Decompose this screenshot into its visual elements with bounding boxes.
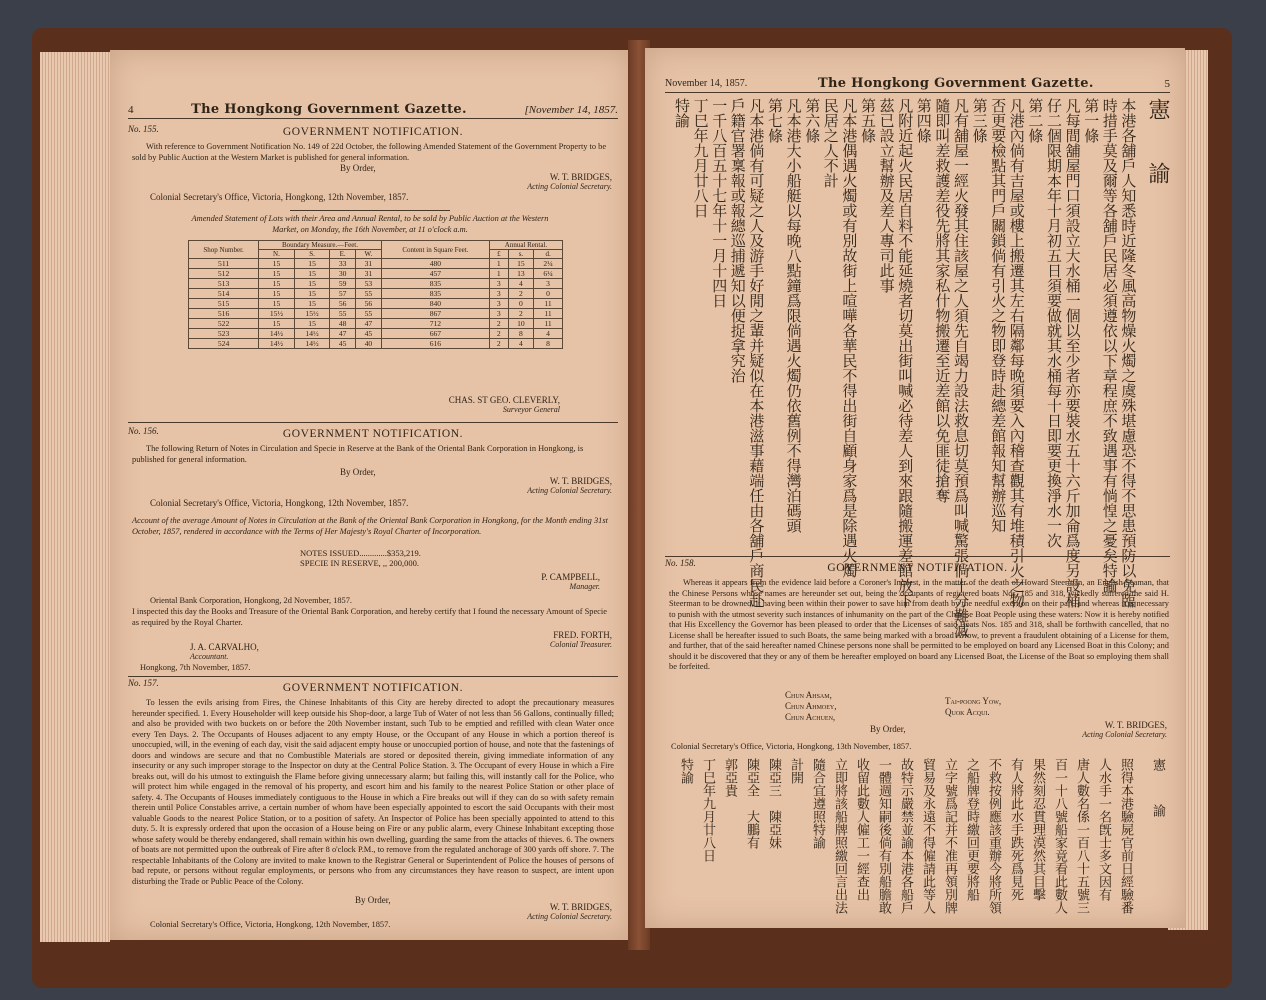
chinese-column: 一體週知嗣後倘有別船膽敢 bbox=[876, 758, 891, 914]
chinese-column: 第六條 bbox=[803, 98, 822, 143]
chinese-column: 第七條 bbox=[765, 98, 784, 143]
accountant-name: J. A. CARVALHO, bbox=[190, 642, 259, 652]
chinese-column: 特諭 bbox=[672, 98, 691, 128]
chinese-column: 照得本港驗屍官前日經驗番 bbox=[1118, 758, 1133, 914]
treasurer-name: FRED. FORTH, bbox=[553, 630, 612, 640]
table-cell: 4 bbox=[534, 329, 563, 339]
notice-155-by-order: By Order, bbox=[340, 163, 376, 173]
table-cell: 2 bbox=[508, 309, 533, 319]
table-cell: 511 bbox=[189, 259, 259, 269]
table-cell: 3 bbox=[489, 279, 508, 289]
accountant-signature bbox=[190, 642, 259, 661]
treasurer-role: Colonial Treasurer. bbox=[549, 640, 612, 649]
table-cell: 53 bbox=[355, 279, 381, 289]
table-cell: 15 bbox=[294, 259, 330, 269]
table-cell: 512 bbox=[189, 269, 259, 279]
table-cell: 840 bbox=[381, 299, 489, 309]
notice-157-body: To lessen the evils arising from Fires, the Chinese Inhabitants of this City are hereby directed to adopt the precautionary measures hereunder specified. 1. Every Householder will keep outside his Shop-door, a large Tub of Water of not less than 56 Gallons, continually filled; and also be provided with two buckets on or before the 20th November instant, such Tub to be emptied and refilled with clean Water once every Ten Days. 2. The Occupants of Houses adjacent to any empty House, or the Occupant of any House in which a portion thereof is unoccupied, will, in the evening of each day, visit the said adjacent empty house or unoccupied portion of house, and note that the fastenings of doors and windows are secure and that no Combustible Materials are stored or deposited therein, giving immediate information of any insecurity or any such improper storage to the Inspector on duty at the Central Police Station. 3. The Occupant of every House in which a Fire breaks out, will do his utmost to extinguish the Flame before giving unnecessary alarm; but failing this, will instantly call for the Police, who will protect him while engaged in the removal of his property, and escort him and his family to the nearest Police Station or other place of safety. 4. The Occupants of Houses immediately contiguous to the House in which a Fire breaks out will if they can do so with safety remain therein until Police Constables arrive, a certain number of whom have been especially appointed to escort the said Occupants with their most valuable Goods to the nearest Police Station, or to a position of safety. An Inspector of Police has been specially appointed to attend to this duty. 5. It is expressly ordered that upon the occasion of a House being on Fire or any public alarm, every Chinese Inhabitant excepting those whose safety would be thereby endangered, shall remain within his own dwelling, guarding the same from the attacks of thieves. 6. The owners of boats are not permitted upon the outbreak of Fire after 8 o'clock P.M., to remove from the regulated anchorage of 300 yards off shore. 7. The respectable Inhabitants of the Colony are invited to make known to the Registrar General or Superintendent of Police the houses of persons of bad repute, or persons without regular employments, or persons who from any circumstances they have reason to suspect, are intent upon disturbing the Trade or Public Peace of the Colony. bbox=[132, 698, 614, 886]
table-cell: 3 bbox=[534, 279, 563, 289]
chinese-column: 隨即叫差救護差役先將其家私什物搬遷至近差館以免匪徒搶奪 bbox=[933, 98, 952, 503]
right-page-number: 5 bbox=[1164, 77, 1170, 90]
right-page bbox=[645, 48, 1185, 928]
chinese-column: 隨合宜遵照特諭 bbox=[810, 758, 825, 849]
table-cell: 15 bbox=[508, 259, 533, 269]
table-cell: 667 bbox=[381, 329, 489, 339]
table-cell: 2 bbox=[508, 289, 533, 299]
table-cell: 524 bbox=[189, 339, 259, 349]
notice-158-body: Whereas it appears from the evidence laid before a Coroner's Inquest, in the matter of the death of Howard Steerman, an English Seaman, that the Chinese Persons whose names are hereunder set out, being the occupants of registered boats Nos. 185 and 318, wickedly suffered the said H. Steerman to be drowned, it having been within their power to save him from death by the needful exertion on their part, and whereas it is necessary to punish with the utmost severity such instances of inhumanity on the part of the Chinese Boat People using these waters: Now it is hereby notified that His Excellency the Governor has been pleased to order that the Licenses of said Boats Nos. 185 and 318, shall be forthwith cancelled, that no License shall be hereafter issued to such Boats, the same being marked with a broad Arrow, to prevent a fraudulent obtaining of a License for them, and further, that of the said hereafter named Chinese persons none shall be permitted to be employed on board any Licensed Boat in this Colony; and should it be discovered that they or any of them be hereafter employed on board any Licensed Boat, the License of the Boat so employing them shall be forfeited. bbox=[669, 578, 1169, 671]
table-row bbox=[189, 299, 563, 309]
table-cell: 11 bbox=[534, 299, 563, 309]
chinese-column: 憲 諭 bbox=[1144, 98, 1170, 194]
table-cell: 3 bbox=[489, 309, 508, 319]
table-cell: 4 bbox=[508, 339, 533, 349]
signer-role: Acting Colonial Secretary. bbox=[527, 912, 612, 921]
table-cell: 2 bbox=[489, 339, 508, 349]
rule-158 bbox=[665, 556, 1170, 557]
chinese-column: 百一十八號船家竟看此數人 bbox=[1052, 758, 1067, 914]
table-cell: 15 bbox=[259, 319, 295, 329]
table-cell: 3 bbox=[489, 289, 508, 299]
table-cell: 15 bbox=[259, 259, 295, 269]
chinese-column: 立即將該船牌照繳回言出法 bbox=[832, 758, 847, 914]
chinese-column: 立字號爲記并不准再領別牌 bbox=[942, 758, 957, 914]
table-cell: 522 bbox=[189, 319, 259, 329]
th-w: W. bbox=[355, 250, 381, 259]
table-cell: 13 bbox=[508, 269, 533, 279]
table-cell: 59 bbox=[330, 279, 356, 289]
table-row bbox=[189, 339, 563, 349]
table-cell: 15 bbox=[259, 289, 295, 299]
table-cell: 40 bbox=[355, 339, 381, 349]
table-cell: 3 bbox=[489, 299, 508, 309]
chinese-column: 第二條 bbox=[1026, 98, 1045, 143]
rule-156 bbox=[128, 422, 618, 423]
signer-name: W. T. BRIDGES, bbox=[1104, 720, 1167, 730]
rule-157 bbox=[128, 676, 618, 677]
table-cell: 616 bbox=[381, 339, 489, 349]
name-2: Chun Ahmoey, bbox=[785, 701, 837, 711]
table-cell: 45 bbox=[355, 329, 381, 339]
table-row bbox=[189, 259, 563, 269]
chinese-column: 陳亞全 大鵬有 bbox=[744, 758, 759, 849]
table-cell: 835 bbox=[381, 289, 489, 299]
manager-name: P. CAMPBELL, bbox=[541, 572, 600, 582]
table-cell: 55 bbox=[330, 309, 356, 319]
table-cell: 14½ bbox=[259, 339, 295, 349]
signer-name: W. T. BRIDGES, bbox=[549, 902, 612, 912]
table-cell: 480 bbox=[381, 259, 489, 269]
chinese-column: 貿易及永遠不得僱請此等人 bbox=[920, 758, 935, 914]
table-cell: 835 bbox=[381, 279, 489, 289]
chinese-column: 茲已設立幫辦及差人專司此事 bbox=[877, 98, 896, 293]
table-cell: 15 bbox=[294, 299, 330, 309]
table-cell: 47 bbox=[355, 319, 381, 329]
table-cell: 15 bbox=[294, 319, 330, 329]
signer-name: W. T. BRIDGES, bbox=[549, 172, 612, 182]
lots-table bbox=[188, 240, 563, 349]
chinese-column: 丁巳年九月廿八日 bbox=[700, 758, 715, 862]
notice-155-number: No. 155. bbox=[128, 124, 159, 134]
name-5: Quok Acqui. bbox=[945, 707, 990, 717]
surveyor-signature bbox=[449, 395, 560, 414]
table-cell: 0 bbox=[508, 299, 533, 309]
table-row bbox=[189, 269, 563, 279]
name-1: Chun Ahsam, bbox=[785, 690, 832, 700]
table-cell: 48 bbox=[330, 319, 356, 329]
table-row bbox=[189, 309, 563, 319]
th-boundary: Boundary Measure.—Feet. bbox=[259, 241, 382, 250]
chinese-column: 時措手莫及爾等各舖戶民居必須遵依以下章程庶不致遇事有惝惶之憂矣特諭 bbox=[1100, 98, 1119, 593]
notice-157-office: Colonial Secretary's Office, Victoria, Hongkong, 12th November, 1857. bbox=[150, 920, 391, 929]
manager-role: Manager. bbox=[569, 582, 600, 591]
chinese-column: 凡每間舖屋門口須設立大水桶一個以至少者亦要裝水五十六斤加侖爲度另設桶 bbox=[1063, 98, 1082, 608]
chinese-column: 本港各舖戶人知悉時近隆冬風高物燥火燭之虞殊堪慮恐不得不思患預防以免臨 bbox=[1119, 98, 1138, 608]
chinese-column: 戶籍官署稟報或報總巡捕遞知以便捉拿究治 bbox=[728, 98, 747, 383]
page-edges-left bbox=[40, 52, 110, 942]
chinese-column: 一千八百五十七年十一月十四日 bbox=[710, 98, 729, 308]
table-cell: 867 bbox=[381, 309, 489, 319]
surveyor-name: CHAS. ST GEO. CLEVERLY, bbox=[448, 395, 560, 405]
chinese-column: 收留此數人僱工一經查出 bbox=[854, 758, 869, 901]
th-s: S. bbox=[294, 250, 330, 259]
table-cell: 45 bbox=[330, 339, 356, 349]
chinese-column: 果然刻忍貫理漠然其目擊 bbox=[1030, 758, 1045, 901]
bank-date-line: Oriental Bank Corporation, Hongkong, 2d November, 1857. bbox=[150, 596, 353, 605]
table-cell: 15 bbox=[259, 299, 295, 309]
table-cell: 523 bbox=[189, 329, 259, 339]
signer-role: Acting Colonial Secretary. bbox=[1082, 730, 1167, 739]
bank-account-statement: Account of the average Amount of Notes in Circulation at the Bank of the Oriental Bank Corporation in Hongkong, for the Month ending 31st October, 1857, rendered in accordance with the Terms of Her Majesty's Royal Charter of Incorporation. bbox=[132, 516, 608, 536]
table-cell: 56 bbox=[330, 299, 356, 309]
th-shop: Shop Number. bbox=[189, 241, 259, 259]
table-row bbox=[189, 289, 563, 299]
notes-issued: NOTES ISSUED.............$353,219. bbox=[300, 548, 421, 558]
table-cell: 56 bbox=[355, 299, 381, 309]
header-rule bbox=[128, 118, 618, 119]
table-cell: 15½ bbox=[259, 309, 295, 319]
notice-158-title: GOVERNMENT NOTIFICATION. bbox=[827, 562, 1008, 574]
right-header bbox=[665, 76, 1170, 91]
table-cell: 4 bbox=[508, 279, 533, 289]
notice-158-signature bbox=[1082, 720, 1167, 739]
th-e: E. bbox=[330, 250, 356, 259]
signer-name: W. T. BRIDGES, bbox=[549, 476, 612, 486]
chinese-column: 凡本港大小船艇以每晚八點鐘爲限倘遇火燭仍依舊例不得灣泊碼頭 bbox=[784, 98, 803, 533]
chinese-column: 陳亞三 陳亞妹 bbox=[766, 758, 781, 849]
manager-signature bbox=[541, 572, 600, 591]
table-cell: 6¼ bbox=[534, 269, 563, 279]
chinese-column: 丁巳年九月廿八日 bbox=[691, 98, 710, 218]
notice-157-by-order: By Order, bbox=[355, 895, 391, 905]
notice-157-signature bbox=[527, 902, 612, 921]
table-cell: 31 bbox=[355, 259, 381, 269]
right-masthead: The Hongkong Government Gazette. bbox=[818, 76, 1094, 91]
table-cell: 30 bbox=[330, 269, 356, 279]
chinese-column: 凡港內倘有吉屋或樓上搬遷其左右隔鄰每晚須要入內稽查觀其有堆積引火之物 bbox=[1007, 98, 1026, 608]
table-cell: 15 bbox=[294, 269, 330, 279]
table-cell: 515 bbox=[189, 299, 259, 309]
table-cell: 513 bbox=[189, 279, 259, 289]
chinese-column: 民居之人不計 bbox=[821, 98, 840, 188]
table-cell: 1 bbox=[489, 259, 508, 269]
table-cell: 2¼ bbox=[534, 259, 563, 269]
table-cell: 31 bbox=[355, 269, 381, 279]
th-pence: d. bbox=[534, 250, 563, 259]
table-caption: Amended Statement of Lots with their Area and Annual Rental, to be sold by Public Auction at the Western Market, on Monday, the 16th November, at 11 o'clock a.m. bbox=[191, 214, 549, 234]
names-left bbox=[785, 690, 837, 723]
inspection-certificate: I inspected this day the Books and Treasure of the Oriental Bank Corporation, and hereby certify that I found the necessary Amount of Specie as required by the Royal Charter. bbox=[132, 607, 607, 627]
accountant-date: Hongkong, 7th November, 1857. bbox=[140, 663, 251, 672]
notice-156-number: No. 156. bbox=[128, 426, 159, 436]
notice-155-body: With reference to Government Notification No. 149 of 22d October, the following Amended Statement of the Government Property to be sold by Public Auction at the Western Market is published for general information. bbox=[132, 142, 607, 162]
table-cell: 516 bbox=[189, 309, 259, 319]
table-cell: 14½ bbox=[294, 339, 330, 349]
table-row bbox=[189, 329, 563, 339]
left-header bbox=[128, 102, 618, 117]
table-cell: 47 bbox=[330, 329, 356, 339]
chinese-column: 第一條 bbox=[1082, 98, 1101, 143]
notice-155-signature bbox=[527, 172, 612, 191]
table-row bbox=[189, 279, 563, 289]
left-page bbox=[110, 50, 630, 940]
table-cell: 11 bbox=[534, 309, 563, 319]
table-cell: 14½ bbox=[294, 329, 330, 339]
left-page-number: 4 bbox=[128, 103, 134, 116]
table-cell: 57 bbox=[330, 289, 356, 299]
th-shillings: s. bbox=[508, 250, 533, 259]
chinese-column: 特諭 bbox=[678, 758, 693, 784]
chinese-column: 唐人數名係一百八十五號三 bbox=[1074, 758, 1089, 914]
right-date: November 14, 1857. bbox=[665, 78, 748, 89]
notice-157-title: GOVERNMENT NOTIFICATION. bbox=[282, 682, 464, 694]
notice-156-signature bbox=[527, 476, 612, 495]
notice-156-office: Colonial Secretary's Office, Victoria, Hongkong, 12th November, 1857. bbox=[150, 498, 409, 508]
table-cell: 514 bbox=[189, 289, 259, 299]
treasurer-signature bbox=[550, 630, 612, 649]
notice-158-number: No. 158. bbox=[665, 558, 696, 568]
notice-156-title: GOVERNMENT NOTIFICATION. bbox=[282, 428, 464, 440]
th-content: Content in Square Feet. bbox=[381, 241, 489, 259]
chinese-column: 憲 諭 bbox=[1150, 758, 1165, 827]
table-cell: 55 bbox=[355, 289, 381, 299]
table-cell: 2 bbox=[489, 319, 508, 329]
signer-role: Acting Colonial Secretary. bbox=[527, 182, 612, 191]
table-cell: 15 bbox=[259, 269, 295, 279]
chinese-column: 仔二個限期本年十月初五日須要做就其水桶每十日即要更換淨水一次 bbox=[1044, 98, 1063, 548]
table-cell: 55 bbox=[355, 309, 381, 319]
left-masthead: The Hongkong Government Gazette. bbox=[191, 102, 467, 117]
left-date: [November 14, 1857. bbox=[524, 103, 618, 116]
chinese-column: 第四條 bbox=[914, 98, 933, 143]
table-cell: 15 bbox=[294, 279, 330, 289]
chinese-column: 凡附近起火民居自料不能延燒者切莫出街叫喊必待差人到來跟隨搬運差館放下 bbox=[896, 98, 915, 608]
table-cell: 8 bbox=[508, 329, 533, 339]
notice-156-body: The following Return of Notes in Circulation and Specie in Reserve at the Bank of the Oriental Bank Corporation in Hongkong, is published for general information. bbox=[132, 444, 584, 464]
name-3: Chun Achuen, bbox=[785, 712, 836, 722]
table-cell: 712 bbox=[381, 319, 489, 329]
chinese-column: 計開 bbox=[788, 758, 803, 784]
table-cell: 11 bbox=[534, 319, 563, 329]
table-cell: 15 bbox=[259, 279, 295, 289]
chinese-column: 有人將此水手跌死爲見死 bbox=[1008, 758, 1023, 901]
table-cell: 15½ bbox=[294, 309, 330, 319]
chinese-column: 凡本港倘有可疑之人及游手好閒之輩并疑似在本港滋事藉端任由各舖戶商民赴 bbox=[747, 98, 766, 608]
notice-157-number: No. 157. bbox=[128, 678, 159, 688]
names-right bbox=[945, 696, 1001, 718]
notice-155-title: GOVERNMENT NOTIFICATION. bbox=[282, 126, 464, 138]
notice-158-by-order: By Order, bbox=[870, 724, 906, 734]
table-cell: 8 bbox=[534, 339, 563, 349]
table-cell: 14½ bbox=[259, 329, 295, 339]
notice-156-by-order: By Order, bbox=[340, 467, 376, 477]
chinese-column: 第三條 bbox=[970, 98, 989, 143]
table-cell: 15 bbox=[294, 289, 330, 299]
th-pounds: £ bbox=[489, 250, 508, 259]
chinese-column: 不救按例應該重辦今將所領 bbox=[986, 758, 1001, 914]
signer-role: Acting Colonial Secretary. bbox=[527, 486, 612, 495]
short-rule bbox=[290, 210, 450, 211]
accountant-role: Accountant. bbox=[190, 652, 229, 661]
table-cell: 1 bbox=[489, 269, 508, 279]
table-row bbox=[189, 319, 563, 329]
notice-155-office: Colonial Secretary's Office, Victoria, Hongkong, 12th November, 1857. bbox=[150, 192, 409, 202]
table-cell: 457 bbox=[381, 269, 489, 279]
chinese-column: 郭亞貴 bbox=[722, 758, 737, 797]
chinese-column: 故特示嚴禁並諭本港各船戶 bbox=[898, 758, 913, 914]
chinese-column: 否更要檢點其門戶關鎖倘有引火之物即登時赴總差館報知幫辦巡知 bbox=[989, 98, 1008, 533]
name-4: Tai-poong Yow, bbox=[945, 696, 1002, 706]
th-n: N. bbox=[259, 250, 295, 259]
table-cell: 33 bbox=[330, 259, 356, 269]
chinese-column: 第五條 bbox=[858, 98, 877, 143]
header-rule bbox=[665, 92, 1170, 93]
table-cell: 0 bbox=[534, 289, 563, 299]
surveyor-role: Surveyor General bbox=[502, 405, 560, 414]
table-cell: 10 bbox=[508, 319, 533, 329]
chinese-column: 之船牌登時繳回更要將船 bbox=[964, 758, 979, 901]
table-cell: 2 bbox=[489, 329, 508, 339]
th-rental: Annual Rental. bbox=[489, 241, 562, 250]
chinese-column: 凡有舖屋一經火發其住該屋之人須先自竭力設法救息切莫預爲叫喊驚張倘十分難滅 bbox=[951, 98, 970, 638]
chinese-column: 凡本港偶遇火燭或有別故街上喧嘩各華民不得出街自顧身家爲是除遇火燭 bbox=[840, 98, 859, 578]
chinese-column: 人水手一名旣士多文因有 bbox=[1096, 758, 1111, 901]
specie-reserve: SPECIE IN RESERVE, ,, 200,000. bbox=[300, 558, 420, 568]
notice-158-office: Colonial Secretary's Office, Victoria, Hongkong, 13th November, 1857. bbox=[671, 742, 912, 751]
